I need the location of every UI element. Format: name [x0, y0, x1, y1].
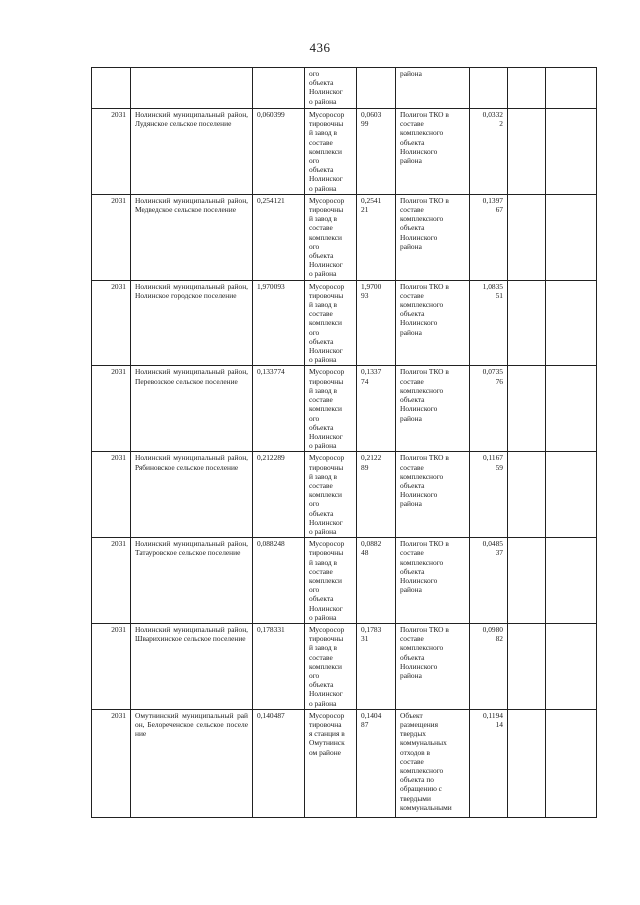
empty-cell [508, 538, 546, 624]
destination-line: района [400, 69, 422, 78]
dest-volume-cell [470, 623, 508, 709]
destination-line: района [400, 670, 422, 680]
object-line: ого [309, 327, 320, 337]
object-line: комплекси [309, 404, 343, 414]
destination-line: комплексного [400, 766, 444, 776]
object-line: составе [309, 309, 333, 319]
destination-line: Полигон ТКО в [400, 453, 449, 463]
year-cell: 2031 [92, 280, 131, 366]
year-cell: 2031 [92, 109, 131, 195]
object-cell [305, 194, 357, 280]
destination-cell [396, 194, 470, 280]
destination-line: района [400, 241, 422, 251]
object-line: ого [309, 69, 320, 78]
year-cell: 2031 [92, 709, 131, 817]
destination-cell [396, 280, 470, 366]
empty-cell [508, 109, 546, 195]
dest-volume-cell [470, 538, 508, 624]
destination-line: объекта по [400, 775, 434, 785]
object-line: Мусоросор [309, 281, 345, 291]
object-volume-line: 93 [361, 290, 369, 300]
empty-cell [508, 68, 546, 109]
destination-line: твердыми [400, 793, 431, 803]
object-line: составе [309, 566, 333, 576]
dest-volume-line: 1,0835 [482, 281, 503, 291]
empty-cell [546, 109, 597, 195]
dest-volume-line: 67 [495, 205, 503, 215]
volume-cell: 0,060399 [253, 109, 305, 195]
destination-line: составе [400, 205, 424, 215]
object-line: о района [309, 269, 337, 279]
dest-volume-line: 76 [495, 376, 503, 386]
destination-line: Полигон ТКО в [400, 624, 449, 634]
volume-cell: 0,254121 [253, 194, 305, 280]
object-volume-cell [357, 623, 396, 709]
object-cell [305, 452, 357, 538]
destination-line: коммунальных [400, 738, 447, 748]
destination-line: Полигон ТКО в [400, 367, 449, 377]
destination-cell [396, 623, 470, 709]
destination-line: Нолинского [400, 318, 438, 328]
object-line: Мусоросор [309, 367, 345, 377]
empty-cell [508, 452, 546, 538]
object-line: о района [309, 698, 337, 708]
destination-line: комплексного [400, 128, 444, 138]
territory-cell: Омутнинский муниципальный район, Белореченское сельское поселение [131, 709, 253, 817]
destination-line: Нолинского [400, 661, 438, 671]
destination-line: составе [400, 634, 424, 644]
object-line: Омутнинск [309, 738, 345, 748]
object-volume-cell [357, 68, 396, 109]
territory-cell: Нолинский муниципальный район, Шварихинское сельское поселение [131, 623, 253, 709]
destination-line: размещения [400, 720, 439, 729]
territory-cell: Нолинский муниципальный район, Рябиновское сельское поселение [131, 452, 253, 538]
empty-cell [508, 366, 546, 452]
object-line: тировочна [309, 720, 342, 729]
destination-line: Нолинского [400, 404, 438, 414]
object-line: Нолинског [309, 431, 343, 441]
destination-line: объекта [400, 480, 425, 490]
dest-volume-line: 37 [495, 548, 503, 558]
destination-cell [396, 538, 470, 624]
dest-volume-cell [470, 366, 508, 452]
year-cell: 2031 [92, 538, 131, 624]
object-cell [305, 366, 357, 452]
year-cell: 2031 [92, 452, 131, 538]
year-cell: 2031 [92, 623, 131, 709]
object-cell [305, 538, 357, 624]
object-line: о района [309, 355, 337, 365]
object-volume-line: 0,2122 [361, 453, 382, 463]
object-cell [305, 109, 357, 195]
object-volume-cell [357, 709, 396, 817]
destination-line: обращению с [400, 784, 442, 794]
object-line: й завод в [309, 557, 338, 567]
object-volume-line: 0,0603 [361, 110, 382, 119]
volume-cell: 1,970093 [253, 280, 305, 366]
dest-volume-line: 14 [495, 720, 503, 729]
destination-line: комплексного [400, 214, 444, 224]
object-line: тировочны [309, 119, 344, 129]
volume-cell: 0,140487 [253, 709, 305, 817]
dest-volume-cell [470, 280, 508, 366]
object-cell [305, 68, 357, 109]
destination-line: коммунальными [400, 802, 452, 812]
object-line: ого [309, 413, 320, 423]
object-line: й завод в [309, 214, 338, 224]
year-cell: 2031 [92, 366, 131, 452]
empty-cell [508, 280, 546, 366]
object-line: тировочны [309, 205, 344, 215]
object-line: тировочны [309, 634, 344, 644]
dest-volume-cell [470, 709, 508, 817]
territory-cell: Нолинский муниципальный район, Перевозское сельское поселение [131, 366, 253, 452]
empty-cell [546, 452, 597, 538]
object-line: я станция в [309, 729, 345, 739]
object-line: й завод в [309, 300, 338, 310]
dest-volume-cell [470, 109, 508, 195]
destination-line: Полигон ТКО в [400, 110, 449, 119]
volume-cell: 0,088248 [253, 538, 305, 624]
destination-line: комплексного [400, 385, 444, 395]
object-line: объекта [309, 422, 334, 432]
object-line: о района [309, 441, 337, 451]
destination-line: составе [400, 376, 424, 386]
dest-volume-line: 0,1167 [482, 453, 503, 463]
dest-volume-line: 0,0485 [482, 539, 503, 549]
destination-line: объекта [400, 137, 425, 147]
empty-cell [546, 68, 597, 109]
object-volume-line: 1,9700 [361, 281, 382, 291]
object-line: объекта [309, 78, 334, 88]
object-line: Мусоросор [309, 624, 345, 634]
object-volume-line: 31 [361, 634, 369, 644]
object-line: объекта [309, 680, 334, 690]
destination-line: района [400, 413, 422, 423]
object-line: о района [309, 612, 337, 622]
destination-line: района [400, 327, 422, 337]
object-line: Мусоросор [309, 195, 345, 205]
territory-cell: Нолинский муниципальный район, Лудянское сельское поселение [131, 109, 253, 195]
destination-line: твердых [400, 729, 426, 739]
empty-cell [546, 194, 597, 280]
object-line: о района [309, 96, 337, 106]
object-volume-line: 48 [361, 548, 369, 558]
destination-line: составе [400, 290, 424, 300]
destination-cell [396, 452, 470, 538]
object-line: составе [309, 137, 333, 147]
destination-line: составе [400, 548, 424, 558]
volume-cell: 0,133774 [253, 366, 305, 452]
object-line: комплекси [309, 318, 343, 328]
destination-cell [396, 366, 470, 452]
waste-flow-table [91, 67, 597, 818]
object-line: Мусоросор [309, 453, 345, 463]
object-line: тировочны [309, 376, 344, 386]
object-line: комплекси [309, 232, 343, 242]
volume-cell [253, 68, 305, 109]
destination-line: района [400, 499, 422, 509]
object-volume-line: 99 [361, 119, 369, 129]
destination-line: объекта [400, 395, 425, 405]
object-line: ого [309, 156, 320, 166]
table-row [92, 68, 597, 109]
object-line: составе [309, 223, 333, 233]
dest-volume-line: 0,0980 [482, 624, 503, 634]
territory-cell [131, 68, 253, 109]
dest-volume-line: 82 [495, 634, 503, 644]
empty-cell [546, 709, 597, 817]
object-line: тировочны [309, 548, 344, 558]
destination-line: комплексного [400, 471, 444, 481]
object-line: Нолинског [309, 346, 343, 356]
object-line: составе [309, 652, 333, 662]
object-line: Мусоросор [309, 539, 345, 549]
destination-line: комплексного [400, 643, 444, 653]
object-line: Нолинског [309, 87, 343, 97]
destination-cell [396, 109, 470, 195]
object-line: комплекси [309, 661, 343, 671]
object-line: о района [309, 183, 337, 193]
object-line: тировочны [309, 290, 344, 300]
object-line: ом районе [309, 747, 341, 757]
empty-cell [546, 538, 597, 624]
object-line: комплекси [309, 575, 343, 585]
object-volume-cell [357, 280, 396, 366]
object-volume-cell [357, 366, 396, 452]
object-volume-line: 0,1783 [361, 624, 382, 634]
object-line: Нолинског [309, 689, 343, 699]
object-line: объекта [309, 336, 334, 346]
table-row [92, 366, 597, 452]
empty-cell [508, 709, 546, 817]
table-row [92, 280, 597, 366]
dest-volume-line: 2 [499, 119, 503, 129]
object-line: Нолинског [309, 260, 343, 270]
dest-volume-cell [470, 452, 508, 538]
destination-line: Нолинского [400, 146, 438, 156]
destination-line: составе [400, 756, 424, 766]
dest-volume-line: 0,1397 [482, 195, 503, 205]
object-volume-line: 21 [361, 205, 369, 215]
empty-cell [508, 194, 546, 280]
destination-line: Нолинского [400, 575, 438, 585]
object-line: объекта [309, 594, 334, 604]
page-number: 436 [309, 40, 331, 55]
destination-line: района [400, 156, 422, 166]
dest-volume-line: 0,0735 [482, 367, 503, 377]
destination-cell [396, 709, 470, 817]
destination-line: объекта [400, 652, 425, 662]
object-line: комплекси [309, 146, 343, 156]
destination-line: отходов в [400, 747, 431, 757]
object-volume-line: 89 [361, 462, 369, 472]
object-line: объекта [309, 165, 334, 175]
object-line: й завод в [309, 128, 338, 138]
dest-volume-line: 59 [495, 462, 503, 472]
object-line: составе [309, 480, 333, 490]
object-line: Нолинског [309, 174, 343, 184]
table-row [92, 194, 597, 280]
object-volume-cell [357, 194, 396, 280]
volume-cell: 0,178331 [253, 623, 305, 709]
volume-cell: 0,212289 [253, 452, 305, 538]
destination-line: составе [400, 462, 424, 472]
empty-cell [546, 623, 597, 709]
destination-line: района [400, 585, 422, 595]
dest-volume-cell [470, 68, 508, 109]
destination-line: Объект [400, 710, 423, 720]
table-body [92, 68, 597, 818]
table-row [92, 538, 597, 624]
object-volume-line: 87 [361, 720, 369, 729]
object-volume-line: 0,2541 [361, 195, 382, 205]
object-cell [305, 709, 357, 817]
object-line: ого [309, 670, 320, 680]
territory-cell: Нолинский муниципальный район, Нолинское городское поселение [131, 280, 253, 366]
object-line: й завод в [309, 643, 338, 653]
table-row [92, 709, 597, 817]
object-line: составе [309, 395, 333, 405]
destination-line: объекта [400, 223, 425, 233]
year-cell [92, 68, 131, 109]
object-cell [305, 623, 357, 709]
object-volume-cell [357, 538, 396, 624]
object-volume-line: 0,1337 [361, 367, 382, 377]
object-line: ого [309, 499, 320, 509]
destination-cell [396, 68, 470, 109]
table-row [92, 623, 597, 709]
dest-volume-cell [470, 194, 508, 280]
object-line: Нолинског [309, 517, 343, 527]
object-line: ого [309, 241, 320, 251]
object-line: й завод в [309, 385, 338, 395]
dest-volume-line: 0,0332 [482, 110, 503, 119]
object-line: комплекси [309, 490, 343, 500]
empty-cell [508, 623, 546, 709]
destination-line: составе [400, 119, 424, 129]
territory-cell: Нолинский муниципальный район, Татауровское сельское поселение [131, 538, 253, 624]
object-volume-cell [357, 109, 396, 195]
object-volume-line: 0,1404 [361, 710, 382, 720]
object-line: ого [309, 585, 320, 595]
destination-line: комплексного [400, 300, 444, 310]
object-volume-line: 74 [361, 376, 369, 386]
destination-line: комплексного [400, 557, 444, 567]
object-line: о района [309, 526, 337, 536]
dest-volume-line: 0,1194 [482, 710, 503, 720]
object-volume-line: 0,0882 [361, 539, 382, 549]
destination-line: Нолинского [400, 490, 438, 500]
object-line: Мусоросор [309, 110, 345, 119]
empty-cell [546, 366, 597, 452]
object-line: тировочны [309, 462, 344, 472]
destination-line: Полигон ТКО в [400, 539, 449, 549]
object-line: объекта [309, 508, 334, 518]
empty-cell [546, 280, 597, 366]
destination-line: Полигон ТКО в [400, 281, 449, 291]
object-line: Нолинског [309, 603, 343, 613]
destination-line: Полигон ТКО в [400, 195, 449, 205]
object-cell [305, 280, 357, 366]
destination-line: Нолинского [400, 232, 438, 242]
object-line: объекта [309, 251, 334, 261]
dest-volume-line: 51 [495, 290, 503, 300]
object-line: й завод в [309, 471, 338, 481]
destination-line: объекта [400, 309, 425, 319]
table-row [92, 109, 597, 195]
object-volume-cell [357, 452, 396, 538]
table-row [92, 452, 597, 538]
object-line: Мусоросор [309, 710, 345, 720]
destination-line: объекта [400, 566, 425, 576]
year-cell: 2031 [92, 194, 131, 280]
territory-cell: Нолинский муниципальный район, Медведское сельское поселение [131, 194, 253, 280]
